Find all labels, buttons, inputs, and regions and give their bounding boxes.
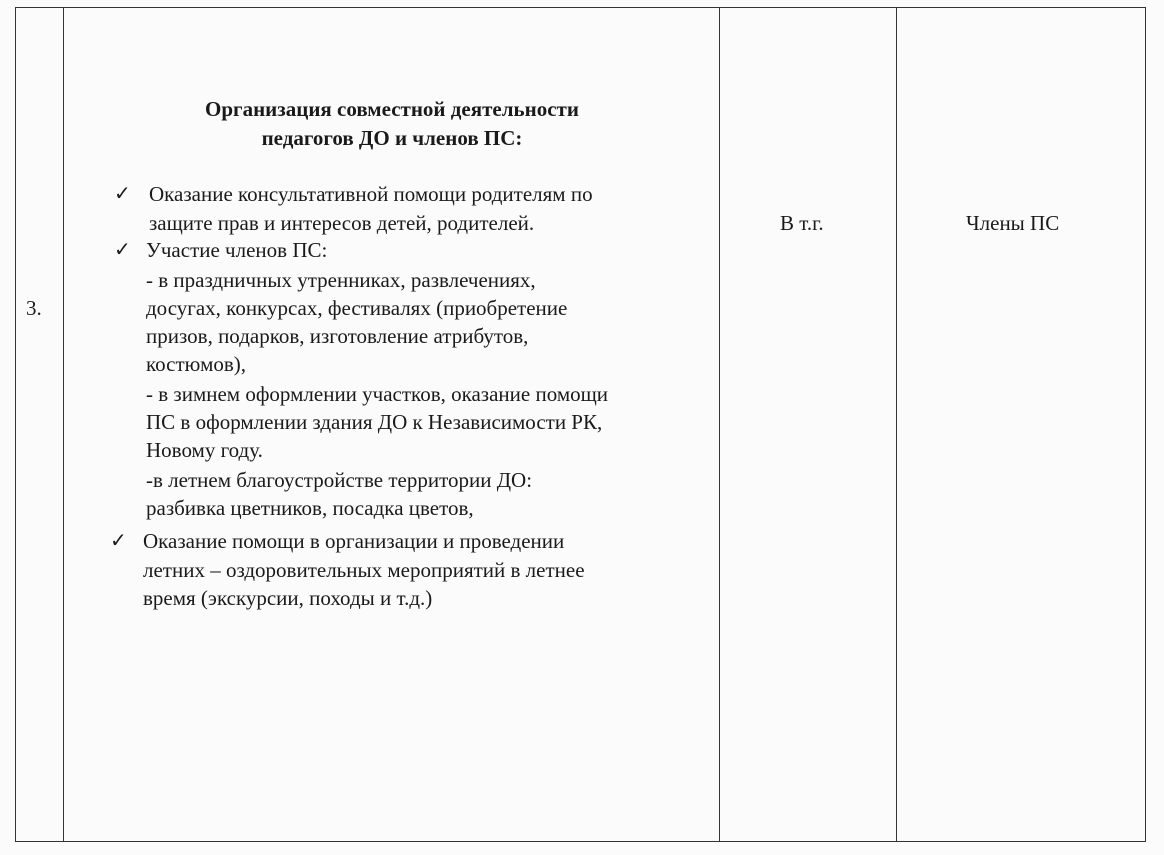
responsible-cell: Члены ПС bbox=[966, 211, 1060, 235]
text-line: разбивка цветников, посадка цветов, bbox=[146, 496, 474, 520]
column-divider bbox=[896, 8, 897, 841]
text-line: Участие членов ПС: bbox=[146, 238, 328, 262]
period-cell: В т.г. bbox=[780, 211, 824, 235]
text-line: защите прав и интересов детей, родителей. bbox=[149, 211, 535, 235]
check-icon: ✓ bbox=[114, 183, 131, 205]
text-line: Новому году. bbox=[146, 438, 263, 462]
check-icon: ✓ bbox=[110, 530, 127, 552]
heading-line: Организация совместной деятельности bbox=[205, 97, 579, 121]
row-number: 3. bbox=[26, 296, 42, 320]
heading-line: педагогов ДО и членов ПС: bbox=[261, 126, 523, 150]
text-line: Оказание консультативной помощи родителям по bbox=[149, 182, 593, 206]
text-line: досугах, конкурсах, фестивалях (приобретение bbox=[146, 296, 568, 320]
section-heading bbox=[162, 95, 622, 153]
text-line: костюмов), bbox=[146, 352, 247, 376]
column-divider bbox=[63, 8, 64, 841]
text-line: ПС в оформлении здания ДО к Независимости РК, bbox=[146, 410, 603, 434]
check-icon: ✓ bbox=[114, 239, 131, 261]
text-line: - в праздничных утренниках, развлечениях, bbox=[146, 268, 536, 292]
text-line: летних – оздоровительных мероприятий в летнее bbox=[143, 558, 585, 582]
text-line: призов, подарков, изготовление атрибутов, bbox=[146, 324, 529, 348]
text-line: Оказание помощи в организации и проведении bbox=[143, 529, 565, 553]
text-line: время (экскурсии, походы и т.д.) bbox=[143, 586, 433, 610]
text-line: - в зимнем оформлении участков, оказание помощи bbox=[146, 382, 609, 406]
column-divider bbox=[719, 8, 720, 841]
text-line: -в летнем благоустройстве территории ДО: bbox=[146, 468, 533, 492]
